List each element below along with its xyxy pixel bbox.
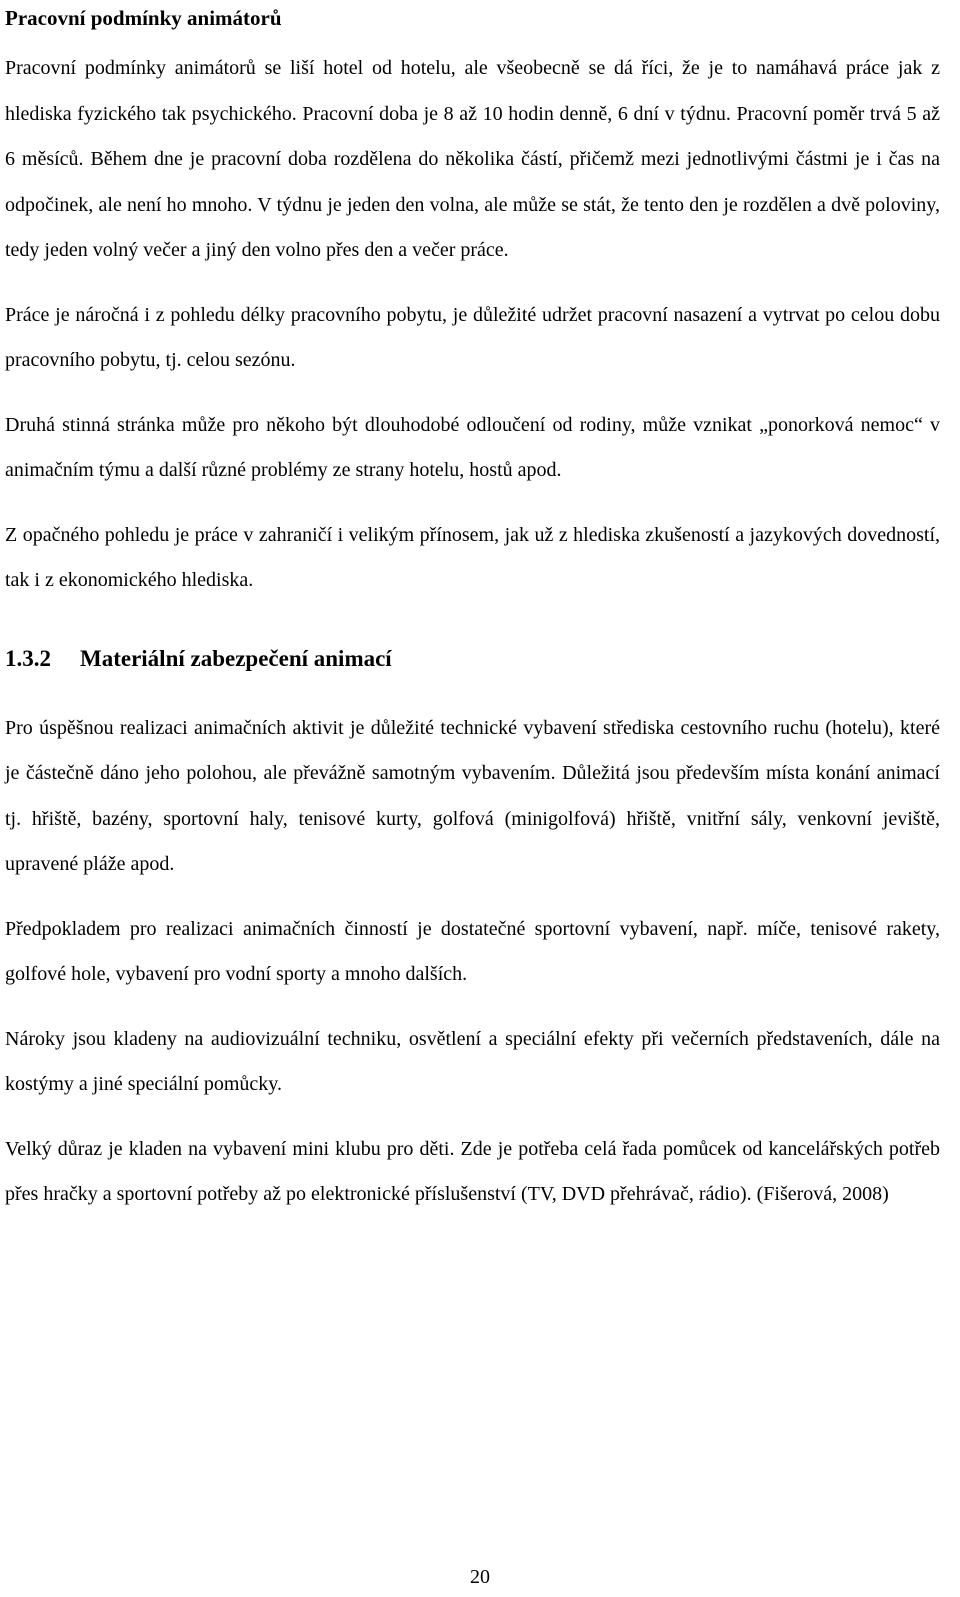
paragraph-technical-equipment: Pro úspěšnou realizaci animačních aktivit je důležité technické vybavení střediska cestovního ruchu (hotelu), které je částečně dáno jeho polohou, ale převážně samotným vybavením. Důležitá jsou především místa konání animací tj. hřiště, bazény, sportovní haly, tenisové kurty, golfová (minigolfová) hřiště, vnitřní sály, venkovní jeviště, upravené pláže apod. (5, 716, 940, 875)
paragraph-conditions: Pracovní podmínky animátorů se liší hotel od hotelu, ale všeobecně se dá říci, že je to namáhavá práce jak z hlediska fyzického tak psychického. Pracovní doba je 8 až 10 hodin denně, 6 dní v týdnu. Pracovní poměr trvá 5 až 6 měsíců. Během dne je pracovní doba rozdělena do několika částí, přičemž mezi jednotlivými částmi je i čas na odpočinek, ale není ho mnoho. V týdnu je jeden den volna, ale může se stát, že tento den je rozdělen a dvě poloviny, tedy jeden volný večer a jiný den volno přes den a večer práce. (5, 57, 940, 261)
page-number: 20 (470, 1566, 490, 1588)
paragraph-downsides: Druhá stinná stránka může pro někoho být dlouhodobé odloučení od rodiny, může vznikat „ponorková nemoc“ v animačním týmu a další různé problémy ze strany hotelu, hostů apod. (5, 413, 940, 481)
paragraph-audiovisual: Nároky jsou kladeny na audiovizuální techniku, osvětlení a speciální efekty při večerních představeních, dále na kostýmy a jiné speciální pomůcky. (5, 1027, 940, 1095)
document-page (5, 0, 940, 1218)
section-number: 1.3.2 (5, 645, 51, 671)
section-heading (5, 639, 940, 679)
paragraph-demanding-work: Práce je náročná i z pohledu délky pracovního pobytu, je důležité udržet pracovní nasazení a vytrvat po celou dobu pracovního pobytu, tj. celou sezónu. (5, 303, 940, 371)
paragraph-mini-club: Velký důraz je kladen na vybavení mini klubu pro děti. Zde je potřeba celá řada pomůcek od kancelářských potřeb přes hračky a sportovní potřeby až po elektronické příslušenství (TV, DVD přehrávač, rádio). (Fišerová, 2008) (5, 1137, 940, 1205)
paragraph-sports-equipment: Předpokladem pro realizaci animačních činností je dostatečné sportovní vybavení, např. míče, tenisové rakety, golfové hole, vybavení pro vodní sporty a mnoho dalších. (5, 917, 940, 985)
paragraph-benefits: Z opačného pohledu je práce v zahraničí i velikým přínosem, jak už z hlediska zkušeností a jazykových dovedností, tak i z ekonomického hlediska. (5, 523, 940, 591)
subheading-working-conditions: Pracovní podmínky animátorů (5, 6, 282, 30)
section-title: Materiální zabezpečení animací (80, 645, 392, 671)
